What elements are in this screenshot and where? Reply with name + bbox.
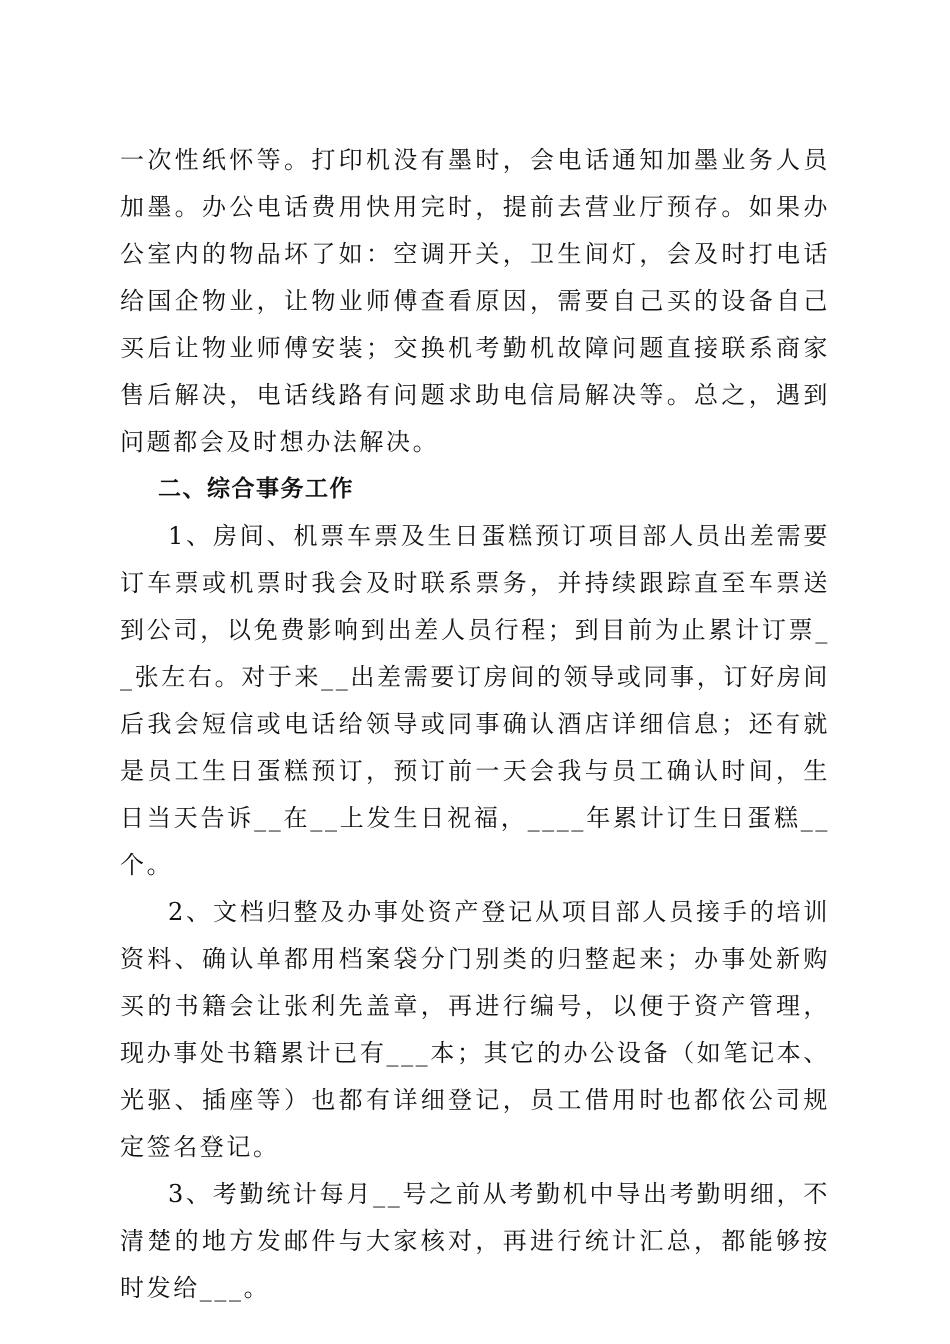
paragraph-continued: 一次性纸怀等。打印机没有墨时，会电话通知加墨业务人员加墨。办公电话费用快用完时，提前去营业厅预存。如果办公室内的物品坏了如：空调开关，卫生间灯，会及时打电话给国企物业，让物业师傅查看原因，需要自己买的设备自己买后让物业师傅安装；交换机考勤机故障问题直接联系商家售后解决，电话线路有问题求助电信局解决等。总之，遇到问题都会及时想办法解决。 xyxy=(120,146,830,456)
section-heading: 二、综合事务工作 xyxy=(158,476,354,502)
item-paragraph-3: 3、考勤统计每月__号之前从考勤机中导出考勤明细，不清楚的地方发邮件与大家核对，再进行统计汇总，都能够按时发给___。 xyxy=(120,1180,830,1302)
document-body xyxy=(120,137,830,1312)
item-paragraph-2: 2、文档归整及办事处资产登记从项目部人员接手的培训资料、确认单都用档案袋分门别类的归整起来；办事处新购买的书籍会让张利先盖章，再进行编号，以便于资产管理，现办事处书籍累计已有___本；其它的办公设备（如笔记本、光驱、插座等）也都有详细登记，员工借用时也都依公司规定签名登记。 xyxy=(120,898,830,1161)
item-paragraph-1: 1、房间、机票车票及生日蛋糕预订项目部人员出差需要订车票或机票时我会及时联系票务，并持续跟踪直至车票送到公司，以免费影响到出差人员行程；到目前为止累计订票__张左右。对于来__出差需要订房间的领导或同事，订好房间后我会短信或电话给领导或同事确认酒店详细信息；还有就是员工生日蛋糕预订，预订前一天会我与员工确认时间，生日当天告诉__在__上发生日祝福，____年累计订生日蛋糕__个。 xyxy=(120,522,830,879)
